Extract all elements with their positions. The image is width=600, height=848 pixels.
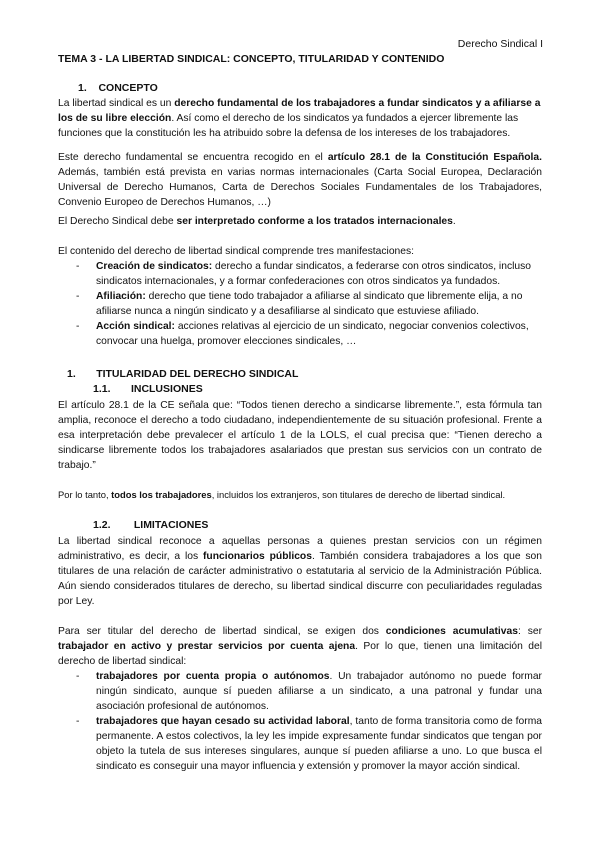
text-run: Para ser titular del derecho de libertad sindical, se exigen dos — [58, 626, 386, 637]
inclusions-paragraph-2 — [58, 488, 542, 502]
text-run: La libertad sindical reconoce a aquellas personas a quienes prestan servicios con un régimen administrativo, es decir, a los — [58, 536, 542, 562]
bold-run: artículo 28.1 de la Constitución Española. — [327, 152, 543, 163]
text-run: Además, también está prevista en varias normas internacionales (Carta Social Europea, Declaración Universal de Derecho Humanos, Carta de Derechos Sociales Fundamentales de los Trabajadores, Convenio Europeo de Derechos Humanos, …) — [58, 167, 542, 208]
list-item — [58, 259, 542, 289]
bold-run: todos los trabajadores — [111, 489, 212, 500]
concept-paragraph-1 — [58, 96, 542, 141]
bold-run: trabajador en activo y prestar servicios por cuenta ajena — [58, 641, 356, 652]
manifestations-list — [58, 259, 542, 349]
list-item — [58, 714, 542, 774]
section-1-number: 1. — [78, 82, 87, 94]
document-title: TEMA 3 - LA LIBERTAD SINDICAL: CONCEPTO, TITULARIDAD Y CONTENIDO — [58, 53, 445, 65]
bold-run: Afiliación: — [96, 291, 146, 302]
running-header: Derecho Sindical I — [457, 38, 543, 50]
dash-marker: - — [76, 716, 80, 727]
concept-paragraph-2 — [58, 150, 542, 210]
text-run: . Un trabajador autónomo no puede formar ningún sindicato, aunque sí pueden afiliarse a un sindicato, a una patronal y fundar una asociación profesional de autónomos. — [96, 671, 542, 712]
bold-run: Acción sindical: — [96, 321, 175, 332]
subsection-1-2-heading — [93, 519, 208, 531]
text-run: El Derecho Sindical debe — [58, 216, 177, 227]
dash-marker: - — [76, 671, 80, 682]
section-1-heading — [78, 82, 158, 94]
list-item — [58, 669, 542, 714]
dash-marker: - — [76, 321, 80, 332]
text-run: La libertad sindical es un — [58, 98, 175, 109]
subsection-1-1-heading — [93, 383, 203, 395]
text-run: , incluidos los extranjeros, son titulares de derecho de libertad sindical. — [211, 489, 506, 500]
subsection-1-1-title: INCLUSIONES — [130, 383, 203, 395]
dash-marker: - — [76, 261, 80, 272]
section-2-title: TITULARIDAD DEL DERECHO SINDICAL — [96, 368, 299, 380]
bold-run: condiciones acumulativas — [385, 626, 518, 637]
subsection-1-2-title: LIMITACIONES — [133, 519, 209, 531]
text-run: Este derecho fundamental se encuentra recogido en el — [58, 152, 328, 163]
section-2-number: 1. — [67, 368, 76, 380]
bold-run: Creación de sindicatos: — [96, 261, 213, 272]
dash-marker: - — [76, 291, 80, 302]
text-run: derecho que tiene todo trabajador a afiliarse al sindicato que libremente elija, a no afiliarse nunca a ningún sindicato y a desafiliarse al sindicato que estuviese afiliado. — [96, 291, 523, 317]
section-2-heading — [67, 368, 298, 380]
text-run: Por lo tanto, — [58, 489, 112, 500]
list-item — [58, 319, 542, 349]
text-run: . Por lo que, tienen una limitación del derecho de libertad sindical: — [58, 641, 542, 667]
text-run: . También considera trabajadores a los que son titulares de una relación de carácter administrativo o estatutaria al servicio de la Administración Pública. Aún siendo considerados titulares de derecho, su libertad sindical discurre con peculiaridades reguladas por Ley. — [58, 551, 543, 607]
text-run: . Así como el derecho de los sindicatos ya fundados a ejercer libremente las funciones que la constitución les ha atribuido sobre la defensa de los intereses de los trabajadores. — [58, 113, 519, 139]
subsection-1-2-number: 1.2. — [93, 519, 111, 531]
bold-run: funcionarios públicos — [202, 551, 312, 562]
bold-run: derecho fundamental de los trabajadores a fundar sindicatos y a afiliarse a los de su libre elección — [58, 98, 541, 124]
bold-run: trabajadores por cuenta propia o autónomos — [96, 671, 330, 682]
subsection-1-1-number: 1.1. — [93, 383, 111, 395]
text-run: : ser — [517, 626, 543, 637]
list-item — [58, 289, 542, 319]
section-1-title: CONCEPTO — [98, 82, 158, 94]
text-run: acciones relativas al ejercicio de un sindicato, negociar convenios colectivos, convocar una huelga, promover elecciones sindicales, … — [96, 321, 529, 347]
concept-paragraph-4: El contenido del derecho de libertad sindical comprende tres manifestaciones: — [58, 246, 415, 257]
text-run: derecho a fundar sindicatos, a federarse con otros sindicatos, incluso sindicatos internacionales, y a formar confederaciones con otros sindicatos ya fundados. — [96, 261, 531, 287]
bold-run: ser interpretado conforme a los tratados internacionales — [176, 216, 453, 227]
limitations-paragraph-1 — [58, 534, 542, 609]
concept-paragraph-3 — [58, 214, 542, 229]
limitations-list — [58, 669, 542, 774]
bold-run: trabajadores que hayan cesado su actividad laboral — [96, 716, 350, 727]
text-run: . — [452, 216, 456, 227]
limitations-paragraph-2 — [58, 624, 542, 669]
text-run: , tanto de forma transitoria como de forma permanente. A estos colectivos, la ley les impide expresamente fundar sindicatos que tengan por objeto la tutela de sus intereses singulares, aunque sí pueden afiliarse a uno. Lo que busca el sindicato es conseguir una mayor influencia y extensión y promover la mayor acción sindical. — [96, 716, 543, 772]
inclusions-paragraph-1: El artículo 28.1 de la CE señala que: “Todos tienen derecho a sindicarse libremente.”, esta fórmula tan amplia, reconoce el derecho a todo ciudadano, independientemente de su situación profesional. Frente a esa interpretación debe prevalecer el artículo 1 de la LOLS, el cual precisa que: “Tienen derecho a sindicarse libremente todos los trabajadores asalariados que prestan sus servicios con un contrato de trabajo.” — [58, 400, 542, 471]
